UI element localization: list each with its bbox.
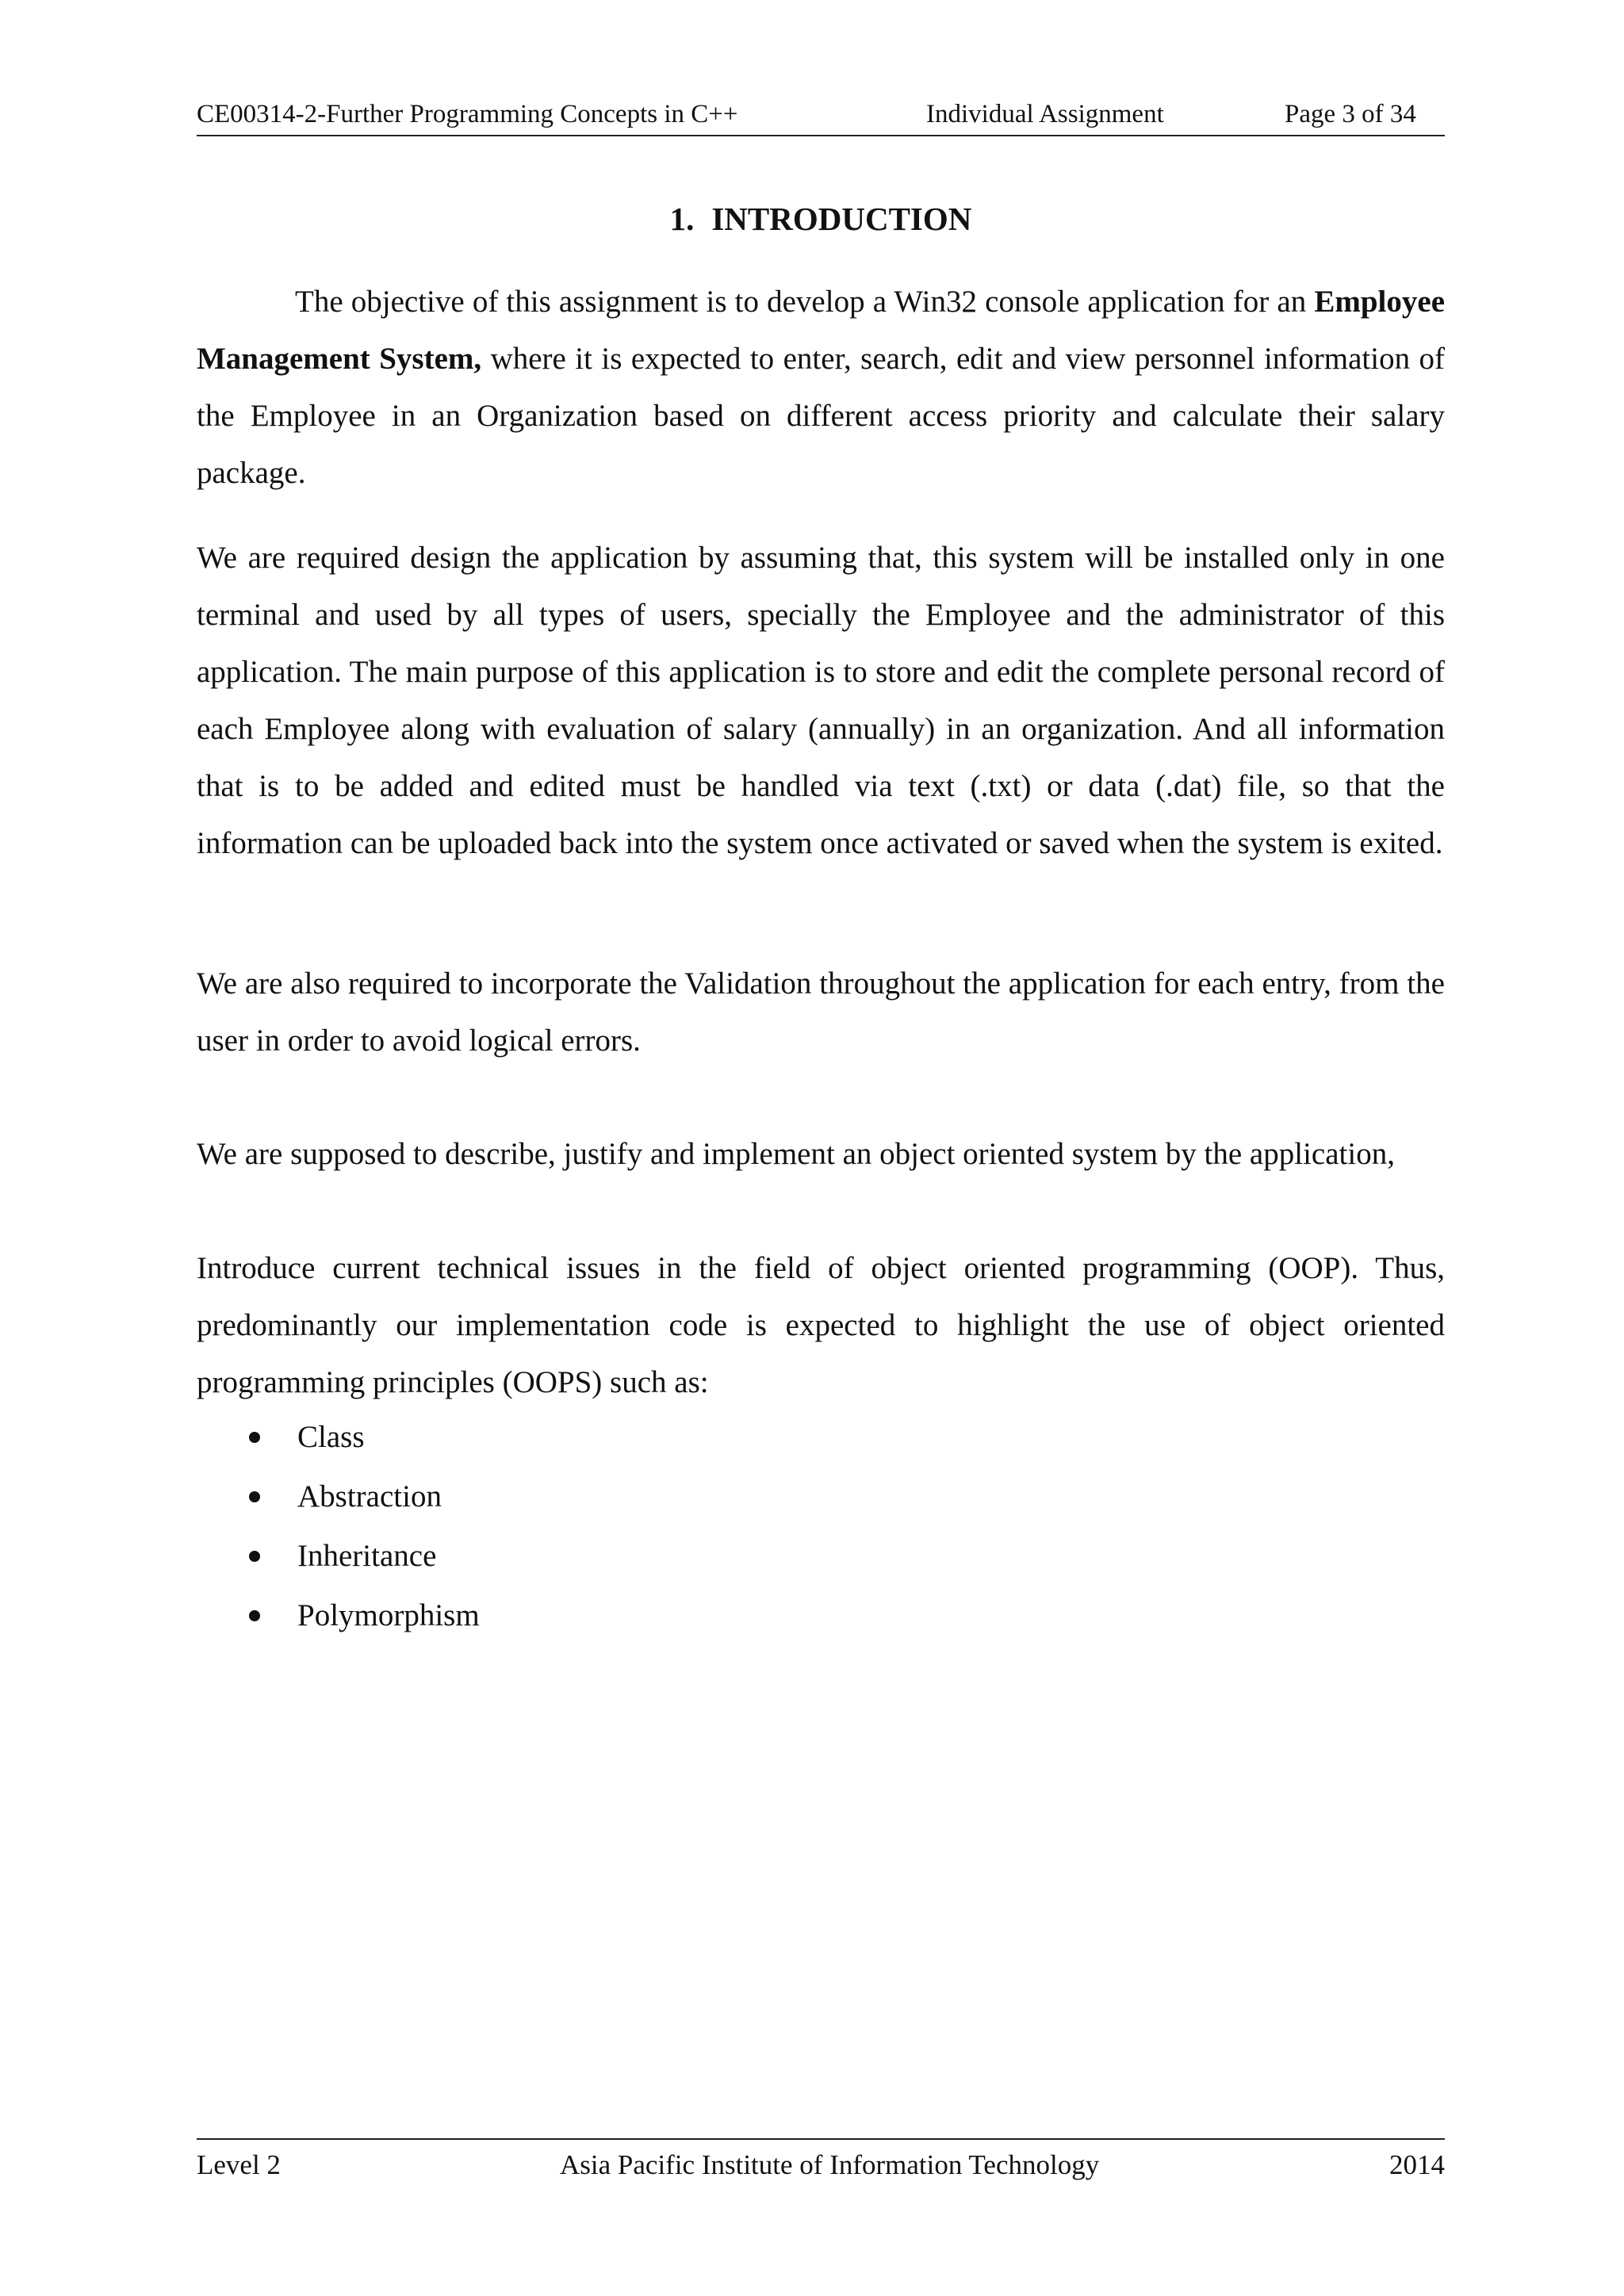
header-page-number: Page 3 of 34 [1285,100,1416,128]
paragraph-oop-text: Introduce current technical issues in the field of object oriented programming (OOP). Thus, predominantly our implementation code is expected to highlight the use of object oriented programming principles (OOPS) such as: [197,1251,1445,1399]
header-course-title: CE00314-2-Further Programming Concepts in C++ [197,100,738,128]
section-heading [197,198,1445,239]
header-assignment-type: Individual Assignment [926,100,1164,128]
section-number: 1. [669,201,695,237]
system-name-bold: Employee Management System, [197,285,1446,376]
bullet-icon [249,1432,260,1443]
paragraph-oop [197,1240,1445,1411]
list-item [197,1526,480,1586]
paragraph-validation [197,955,1445,1070]
paragraph-objective-start: The objective of this assignment is to develop a Win32 console application for an [295,285,1307,319]
bullet-icon [249,1491,260,1502]
paragraph-requirements [197,530,1445,872]
list-item-text: Inheritance [297,1539,437,1573]
footer-institution: Asia Pacific Institute of Information Technology [560,2149,1100,2180]
footer-year: 2014 [1389,2149,1445,2180]
list-item-text: Abstraction [297,1479,442,1513]
list-item [197,1467,480,1526]
list-item [197,1407,480,1467]
list-item-text: Class [297,1420,365,1454]
paragraph-validation-text: We are also required to incorporate the Validation throughout the application for each entry, from the user in order to avoid logical errors. [197,966,1445,1058]
paragraph-requirements-text: We are required design the application by assuming that, this system will be installed only in one terminal and used by all types of users, specially the Employee and the administrator of this application. The main purpose of this application is to store and edit the complete personal record of each Employee along with evaluation of salary (annually) in an organization. And all information that is to be added and edited must be handled via text (.txt) or data (.dat) file, so that the information can be uploaded back into the system once activated or saved when the system is exited. [197,541,1445,860]
bullet-icon [249,1610,260,1621]
footer-level: Level 2 [197,2149,281,2180]
oop-principles-list [197,1407,480,1645]
list-item-text: Polymorphism [297,1598,480,1632]
paragraph-describe [197,1126,1445,1183]
paragraph-objective-end: where it is expected to enter, search, edit and view personnel information of the Employee in an Organization based on different access priority and calculate their salary package. [197,342,1445,490]
paragraph-objective [197,274,1445,502]
bullet-icon [249,1551,260,1562]
page-header [197,94,1445,136]
paragraph-describe-text: We are supposed to describe, justify and implement an object oriented system by the application, [197,1137,1395,1171]
section-title: INTRODUCTION [711,201,972,237]
list-item [197,1586,480,1645]
page-footer [197,2138,1445,2186]
